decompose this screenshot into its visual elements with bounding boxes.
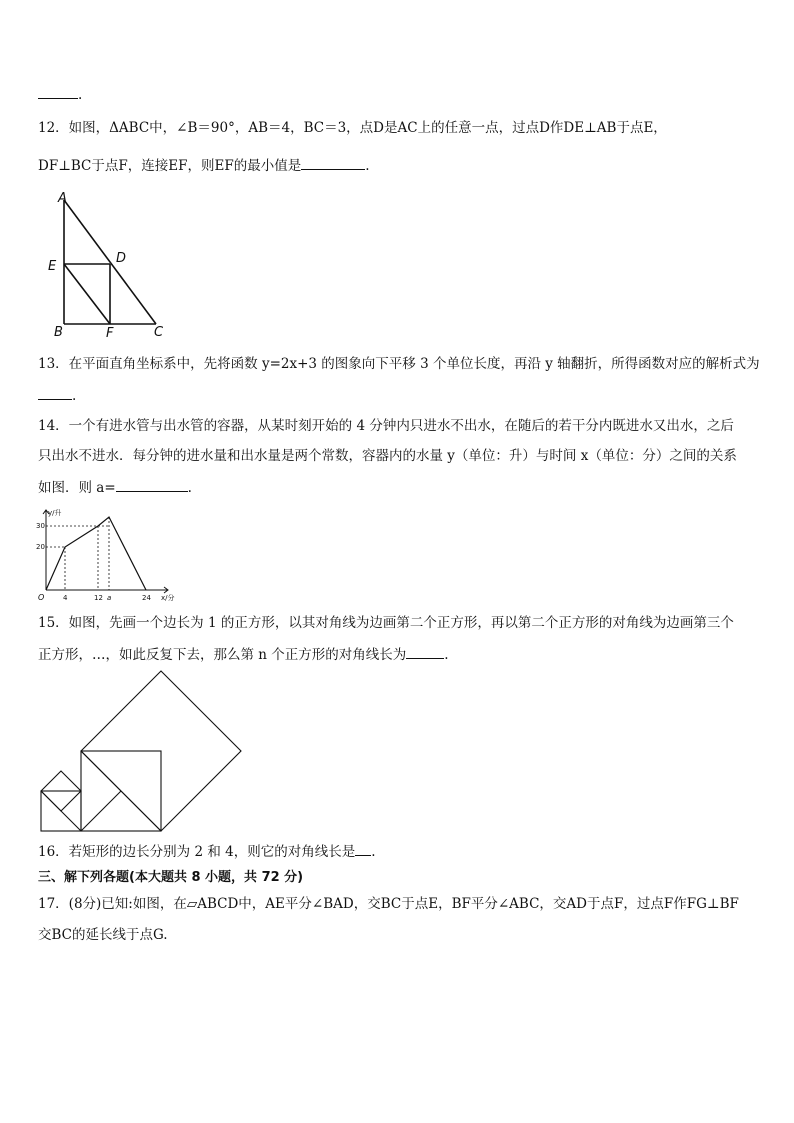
label-f: F bbox=[106, 326, 114, 341]
period: . bbox=[444, 647, 449, 663]
y-axis-label: y/升 bbox=[48, 509, 62, 517]
x-tick-4: 4 bbox=[63, 594, 68, 602]
q17-line-2: 交BC的延长线于点G. bbox=[38, 927, 168, 943]
answer-blank bbox=[38, 86, 78, 99]
q15-squares-figure bbox=[38, 670, 248, 835]
label-a: A bbox=[58, 191, 67, 206]
label-e: E bbox=[48, 259, 57, 274]
label-b: B bbox=[54, 325, 63, 340]
answer-blank bbox=[406, 646, 444, 659]
water-line bbox=[46, 517, 146, 590]
answer-blank bbox=[38, 387, 72, 400]
section-3-title: 三、解下列各题(本大题共 8 小题，共 72 分) bbox=[38, 870, 304, 885]
period: . bbox=[187, 480, 192, 496]
x-tick-a: a bbox=[107, 594, 112, 602]
label-c: C bbox=[154, 325, 164, 340]
x-tick-12: 12 bbox=[94, 594, 103, 602]
q14-line-3 bbox=[38, 479, 192, 497]
q14-water-chart bbox=[34, 505, 174, 605]
q14-line-2: 只出水不进水．每分钟的进水量和出水量是两个常数，容器内的水量 y（单位：升）与时间 x（单位：分）之间的关系 bbox=[38, 448, 737, 464]
previous-answer-line bbox=[38, 86, 82, 104]
q13-line-2 bbox=[38, 387, 76, 405]
period: . bbox=[371, 844, 376, 860]
y-tick-30: 30 bbox=[36, 522, 45, 530]
segment-ef bbox=[64, 264, 110, 324]
origin-label: O bbox=[38, 593, 45, 602]
y-tick-20: 20 bbox=[36, 543, 45, 551]
q15-line-2 bbox=[38, 646, 449, 664]
period: . bbox=[72, 388, 77, 404]
square-3-diagonal-2 bbox=[81, 791, 121, 831]
q15-line-1: 15．如图，先画一个边长为 1 的正方形，以其对角线为边画第二个正方形，再以第二个正方形的对角线为边画第三个 bbox=[38, 615, 734, 631]
x-axis-label: x/分 bbox=[161, 594, 175, 602]
label-d: D bbox=[116, 251, 127, 266]
period: . bbox=[365, 158, 370, 174]
q14-line-1: 14．一个有进水管与出水管的容器，从某时刻开始的 4 分钟内只进水不出水，在随后的若干分内既进水又出水，之后 bbox=[38, 418, 734, 434]
q15-line-2-text: 正方形，…，如此反复下去，那么第 n 个正方形的对角线长为 bbox=[38, 647, 407, 663]
q16-text: 16．若矩形的边长分别为 2 和 4，则它的对角线长是 bbox=[38, 844, 356, 860]
q12-line-2-text: DF⊥BC于点F，连接EF，则EF的最小值是 bbox=[38, 158, 302, 174]
q13-line-1: 13．在平面直角坐标系中，先将函数 y=2x+3 的图象向下平移 3 个单位长度，再沿 y 轴翻折，所得函数对应的解析式为 bbox=[38, 356, 760, 372]
q17-line-1: 17．(8分)已知:如图，在▱ABCD中，AE平分∠BAD，交BC于点E，BF平分∠ABC，交AD于点F，过点F作FG⊥BF bbox=[38, 896, 739, 912]
q14-line-3-text: 如图．则 a= bbox=[38, 480, 116, 496]
period: . bbox=[78, 87, 83, 103]
answer-blank bbox=[301, 157, 365, 170]
q12-triangle-figure bbox=[40, 190, 180, 340]
answer-blank bbox=[355, 843, 371, 856]
x-tick-24: 24 bbox=[142, 594, 151, 602]
q16-line bbox=[38, 843, 376, 861]
q12-line-2 bbox=[38, 157, 370, 175]
q12-line-1: 12．如图，ΔABC中，∠B＝90°，AB＝4，BC＝3，点D是AC上的任意一点，过点D作DE⊥AB于点E， bbox=[38, 120, 667, 136]
answer-blank bbox=[116, 479, 188, 492]
